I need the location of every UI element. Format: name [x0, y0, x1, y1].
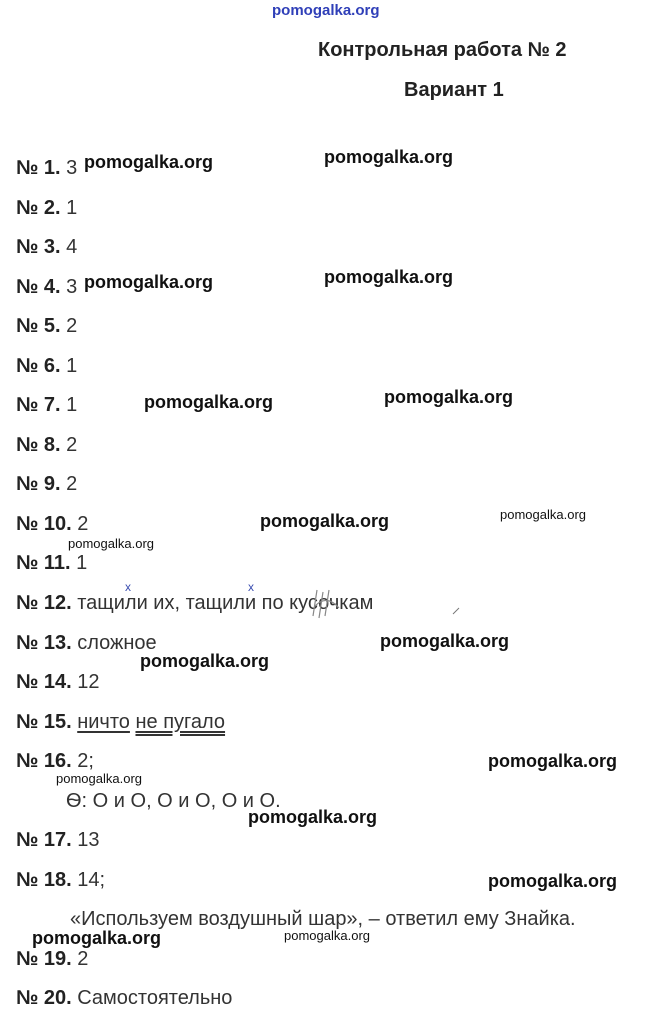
answer-number: № 5. [16, 315, 61, 337]
grammar-mark-x: x [248, 580, 254, 594]
answer-row-4 [16, 274, 77, 300]
answer-row-18 [16, 867, 105, 893]
answer-value: 14; [77, 869, 106, 891]
answer-value: 3 [66, 157, 78, 179]
answer-value: 3 [66, 276, 78, 298]
answer-row-5 [16, 313, 77, 339]
watermark: pomogalka.org [384, 387, 514, 407]
answer-row-17 [16, 827, 99, 853]
watermark: pomogalka.org [140, 651, 270, 671]
answer-value: 2 [66, 315, 78, 337]
answer-number: № 4. [16, 276, 61, 298]
answer-row-20 [16, 985, 232, 1011]
answer-number: № 19. [16, 948, 72, 970]
watermark: pomogalka.org [144, 392, 274, 412]
watermark: pomogalka.org [500, 507, 586, 522]
answer-value: сложное [77, 632, 157, 654]
answer-value: 1 [76, 552, 88, 574]
answer-row-3 [16, 234, 77, 260]
answer-row-8 [16, 432, 77, 458]
answer-number: № 3. [16, 236, 61, 258]
answer-row-9 [16, 471, 77, 497]
watermark: pomogalka.org [324, 147, 454, 167]
answer-value: Самостоятельно [77, 987, 233, 1009]
answer-value: 1 [66, 197, 78, 219]
watermark: pomogalka.org [84, 272, 214, 292]
answer-18-continuation: «Используем воздушный шар», – ответил ему Знайка. [70, 908, 576, 930]
answer-number: № 8. [16, 434, 61, 456]
answer-value: 2 [66, 473, 78, 495]
watermark: pomogalka.org [260, 511, 390, 531]
answer-number: № 11. [16, 552, 71, 574]
answer-value: 1 [66, 394, 78, 416]
answer-number: № 9. [16, 473, 61, 495]
answer-value: 2 [77, 948, 89, 970]
answer-value: 2 [66, 434, 78, 456]
answer-number: № 20. [16, 987, 72, 1009]
watermark: pomogalka.org [84, 152, 214, 172]
answer-number: № 7. [16, 394, 61, 416]
answer-value: 12 [77, 671, 100, 693]
answer-16-continuation: Ѳ: О и О, О и О, О и О. [66, 790, 281, 812]
site-link[interactable]: pomogalka.org [272, 2, 380, 19]
answer-row-19 [16, 946, 88, 972]
answer-number: № 6. [16, 355, 61, 377]
answer-row-2 [16, 195, 77, 221]
answer-row-1 [16, 155, 77, 181]
watermark: pomogalka.org [32, 928, 162, 948]
answer-value: тащили их, тащили по кусочкам [77, 592, 374, 614]
answer-value: 13 [77, 829, 100, 851]
answer-number: № 1. [16, 157, 61, 179]
predicate-double-underlined: не пугало [135, 711, 226, 733]
watermark: pomogalka.org [488, 751, 618, 771]
grammar-mark-x: x [125, 580, 131, 594]
watermark: pomogalka.org [324, 267, 454, 287]
answer-value: 2 [77, 513, 89, 535]
answer-value: 4 [66, 236, 78, 258]
answer-value: 1 [66, 355, 78, 377]
subject-underlined: ничто [77, 711, 130, 733]
answer-number: № 17. [16, 829, 72, 851]
answer-value: 2; [77, 750, 94, 772]
answer-row-13 [16, 630, 157, 656]
answer-row-11 [16, 550, 87, 576]
answer-number: № 16. [16, 750, 72, 772]
pencil-scribble-icon [305, 586, 345, 622]
answer-number: № 14. [16, 671, 72, 693]
answer-row-15 [16, 709, 225, 735]
answer-row-6 [16, 353, 77, 379]
answer-row-7 [16, 392, 77, 418]
answer-number: № 13. [16, 632, 72, 654]
watermark: pomogalka.org [380, 631, 510, 651]
page-title: Контрольная работа № 2 [318, 39, 567, 61]
watermark: pomogalka.org [248, 807, 378, 827]
answer-number: № 18. [16, 869, 72, 891]
watermark: pomogalka.org [68, 536, 154, 551]
answer-number: № 12. [16, 592, 72, 614]
answer-number: № 10. [16, 513, 72, 535]
answer-number: № 2. [16, 197, 61, 219]
variant-heading: Вариант 1 [404, 79, 504, 101]
answer-row-10 [16, 511, 88, 537]
watermark: pomogalka.org [488, 871, 618, 891]
watermark: pomogalka.org [284, 928, 370, 943]
answer-number: № 15. [16, 711, 72, 733]
tick-mark-icon [452, 606, 462, 616]
answer-row-14 [16, 669, 99, 695]
watermark: pomogalka.org [56, 771, 142, 786]
